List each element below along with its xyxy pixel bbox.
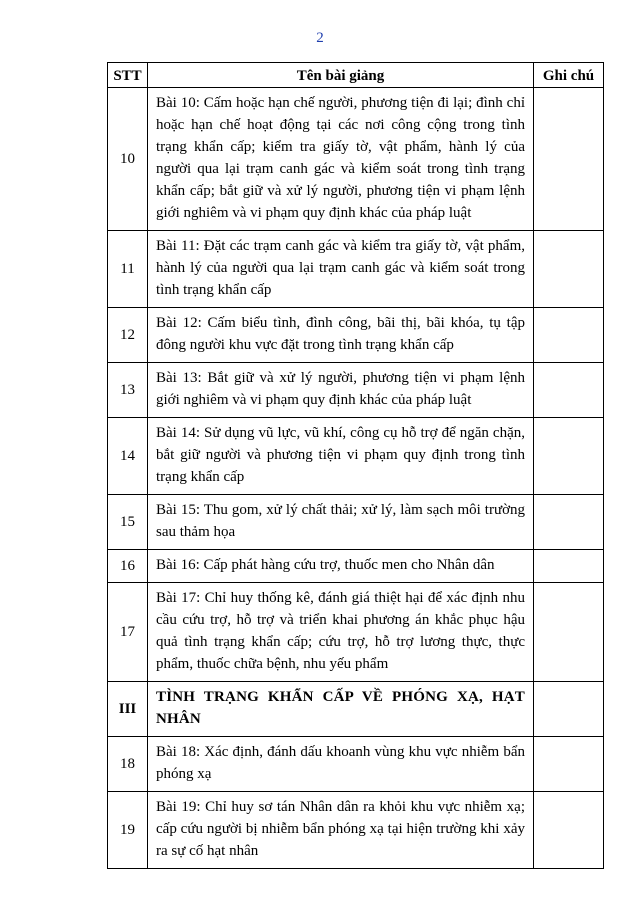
row-lesson-name: Bài 11: Đặt các trạm canh gác và kiểm tra giấy tờ, vật phẩm, hành lý của người qua lại trạm canh gác và kiểm soát trong tình trạng khẩn cấp	[148, 231, 534, 308]
row-stt: 19	[108, 792, 148, 869]
row-note	[534, 231, 604, 308]
row-lesson-name: Bài 17: Chỉ huy thống kê, đánh giá thiệt hại để xác định nhu cầu cứu trợ, hỗ trợ và triển khai phương án khắc phục hậu quả tình trạng khẩn cấp; cứu trợ, hỗ trợ lương thực, thực phẩm, thuốc chữa bệnh, nhu yếu phẩm	[148, 583, 534, 682]
row-lesson-name: Bài 16: Cấp phát hàng cứu trợ, thuốc men cho Nhân dân	[148, 550, 534, 583]
row-note	[534, 583, 604, 682]
table-row	[108, 495, 604, 550]
row-note	[534, 737, 604, 792]
table-row	[108, 363, 604, 418]
row-lesson-name: Bài 12: Cấm biểu tình, đình công, bãi thị, bãi khóa, tụ tập đông người khu vực đặt trong tình trạng khẩn cấp	[148, 308, 534, 363]
row-stt: 18	[108, 737, 148, 792]
row-note	[534, 88, 604, 231]
table-row	[108, 231, 604, 308]
table-row	[108, 792, 604, 869]
row-note	[534, 682, 604, 737]
row-stt: 14	[108, 418, 148, 495]
header-note: Ghi chú	[534, 63, 604, 88]
row-lesson-name: Bài 15: Thu gom, xử lý chất thải; xử lý, làm sạch môi trường sau thảm họa	[148, 495, 534, 550]
section-title: TÌNH TRẠNG KHẨN CẤP VỀ PHÓNG XẠ, HẠT NHÂN	[148, 682, 534, 737]
row-lesson-name: Bài 10: Cấm hoặc hạn chế người, phương tiện đi lại; đình chỉ hoặc hạn chế hoạt động tại các nơi công cộng trong tình trạng khẩn cấp; kiểm tra giấy tờ, vật phẩm, hành lý của người qua lại trạm canh gác và kiểm soát trong tình trạng khẩn cấp; bắt giữ và xử lý người, phương tiện vi phạm lệnh giới nghiêm và vi phạm quy định khác của pháp luật	[148, 88, 534, 231]
table-row	[108, 88, 604, 231]
table-header-row	[108, 63, 604, 88]
row-note	[534, 550, 604, 583]
row-lesson-name: Bài 19: Chỉ huy sơ tán Nhân dân ra khỏi khu vực nhiễm xạ; cấp cứu người bị nhiễm bẩn phóng xạ tại hiện trường khi xảy ra sự cố hạt nhân	[148, 792, 534, 869]
row-stt: 12	[108, 308, 148, 363]
table-row	[108, 583, 604, 682]
row-stt: 13	[108, 363, 148, 418]
lesson-table	[107, 62, 604, 869]
table-row	[108, 308, 604, 363]
table-row	[108, 737, 604, 792]
row-stt: 17	[108, 583, 148, 682]
header-stt: STT	[108, 63, 148, 88]
table-row	[108, 550, 604, 583]
section-number: III	[108, 682, 148, 737]
row-note	[534, 418, 604, 495]
row-stt: 15	[108, 495, 148, 550]
section-row	[108, 682, 604, 737]
table-row	[108, 418, 604, 495]
row-note	[534, 495, 604, 550]
row-note	[534, 308, 604, 363]
row-lesson-name: Bài 13: Bắt giữ và xử lý người, phương tiện vi phạm lệnh giới nghiêm và vi phạm quy định khác của pháp luật	[148, 363, 534, 418]
header-lesson-name: Tên bài giảng	[148, 63, 534, 88]
row-lesson-name: Bài 18: Xác định, đánh dấu khoanh vùng khu vực nhiễm bẩn phóng xạ	[148, 737, 534, 792]
row-stt: 16	[108, 550, 148, 583]
page-number: 2	[316, 30, 324, 46]
row-stt: 10	[108, 88, 148, 231]
row-lesson-name: Bài 14: Sử dụng vũ lực, vũ khí, công cụ hỗ trợ để ngăn chặn, bắt giữ người và phương tiện vi phạm quy định trong tình trạng khẩn cấp	[148, 418, 534, 495]
row-note	[534, 792, 604, 869]
row-note	[534, 363, 604, 418]
row-stt: 11	[108, 231, 148, 308]
